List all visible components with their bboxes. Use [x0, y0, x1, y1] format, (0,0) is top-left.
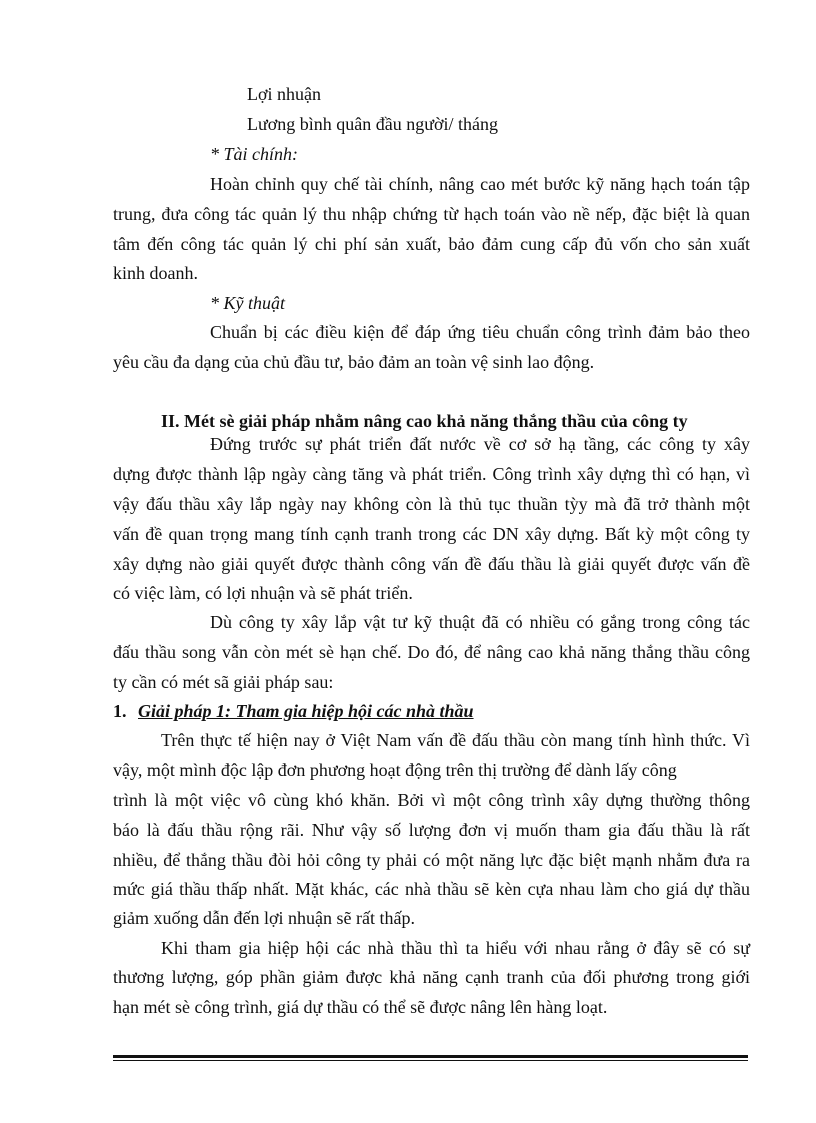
section-title: II. Mét sè giải pháp nhằm nâng cao khả năng thắng thầu của công ty	[161, 411, 688, 431]
paragraph-line: trình là một việc vô cùng khó khăn. Bởi vì một công trình xây dựng thường thông	[113, 790, 750, 810]
solution-heading: Giải pháp 1: Tham gia hiệp hội các nhà thầu	[138, 701, 474, 721]
paragraph-line: Trên thực tế hiện nay ở Việt Nam vấn đề đấu thầu còn mang tính hình thức. Vì	[161, 730, 750, 750]
paragraph-line: Đứng trước sự phát triển đất nước về cơ sở hạ tầng, các công ty xây	[210, 434, 750, 454]
solution-number: 1.	[113, 701, 127, 721]
paragraph-line: đấu thầu song vẫn còn mét sè hạn chế. Do đó, để nâng cao khả năng thắng thầu công	[113, 642, 750, 662]
paragraph-line: mức giá thầu thấp nhất. Mặt khác, các nhà thầu sẽ kèn cựa nhau làm cho giá dự thầu	[113, 879, 750, 899]
paragraph-line: thương lượng, góp phần giảm được khả năng cạnh tranh của đối phương trong giới	[113, 967, 750, 987]
footer-rule-thin	[113, 1060, 748, 1061]
paragraph-line: yêu cầu đa dạng của chủ đầu tư, bảo đảm an toàn vệ sinh lao động.	[113, 352, 595, 372]
text-line: Lương bình quân đầu người/ tháng	[247, 114, 499, 134]
paragraph-line: báo là đấu thầu rộng rãi. Như vậy số lượng đơn vị muốn tham gia đấu thầu là rất	[113, 820, 750, 840]
paragraph-line: Khi tham gia hiệp hội các nhà thầu thì ta hiểu với nhau rằng ở đây sẽ có sự	[161, 938, 750, 958]
footer-rule-thick	[113, 1055, 748, 1058]
paragraph-line: tâm đến công tác quản lý chi phí sản xuất, bảo đảm cung cấp đủ vốn cho sản xuất	[113, 234, 750, 254]
paragraph-line: Dù công ty xây lắp vật tư kỹ thuật đã có nhiều có gắng trong công tác	[210, 612, 750, 632]
paragraph-line: nhiều, để thắng thầu đòi hỏi công ty phải có một năng lực đặc biệt mạnh nhằm đưa ra	[113, 850, 750, 870]
paragraph-line: vậy đấu thầu xây lắp ngày nay không còn là thủ tục thuần tỳy mà đã trở thành một	[113, 494, 750, 514]
paragraph-line: ty cần có mét sã giải pháp sau:	[113, 672, 334, 692]
text-line: Lợi nhuận	[247, 84, 322, 104]
paragraph-line: giảm xuống dẫn đến lợi nhuận sẽ rất thấp.	[113, 908, 415, 928]
paragraph-line: Hoàn chỉnh quy chế tài chính, nâng cao mét bước kỹ năng hạch toán tập	[210, 174, 750, 194]
paragraph-line: hạn mét sè công trình, giá dự thầu có thể sẽ được nâng lên hàng loạt.	[113, 997, 608, 1017]
paragraph-line: dựng được thành lập ngày càng tăng và phát triển. Công trình xây dựng thì có hạn, vì	[113, 464, 750, 484]
paragraph-line: vậy, một mình độc lập đơn phương hoạt động trên thị trường để dành lấy công	[113, 760, 677, 780]
paragraph-line: kinh doanh.	[113, 263, 198, 283]
paragraph-line: có việc làm, có lợi nhuận và sẽ phát triển.	[113, 583, 413, 603]
paragraph-line: Chuẩn bị các điều kiện để đáp ứng tiêu chuẩn công trình đảm bảo theo	[210, 322, 750, 342]
paragraph-line: vấn đề quan trọng mang tính cạnh tranh trong các DN xây dựng. Bất kỳ một công ty	[113, 524, 750, 544]
paragraph-line: trung, đưa công tác quản lý thu nhập chứng từ hạch toán vào nề nếp, đặc biệt là quan	[113, 204, 750, 224]
paragraph-line: xây dựng nào giải quyết được thành công vấn đề đấu thầu là giải quyết được vấn đề	[113, 554, 750, 574]
section-heading-technical: * Kỹ thuật	[210, 293, 285, 313]
section-heading-finance: * Tài chính:	[210, 144, 298, 164]
